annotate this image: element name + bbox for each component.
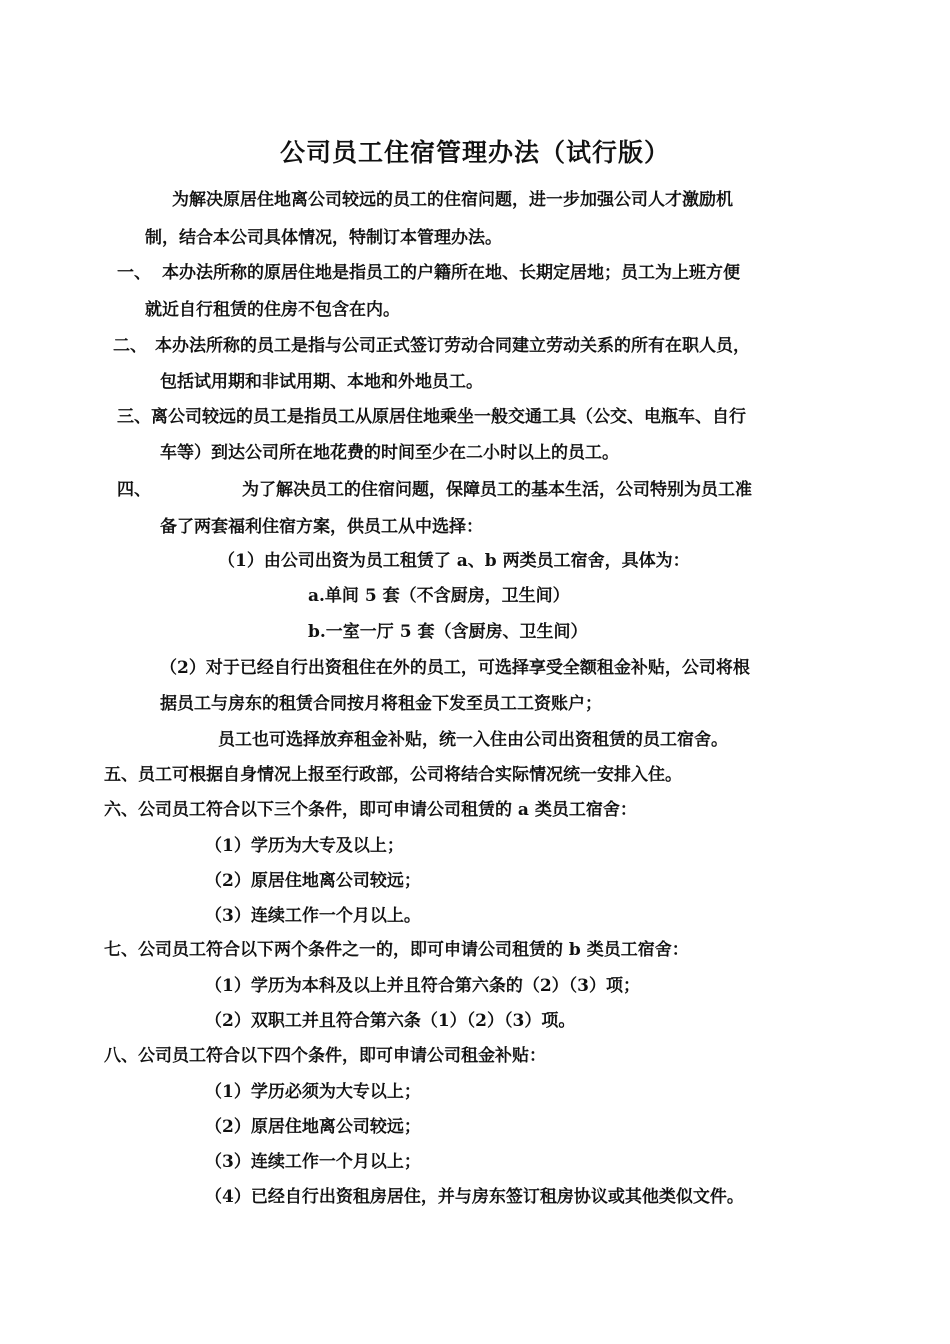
article-4-option-1: （1）由公司出资为员工租赁了 a、b 两类员工宿舍，具体为：: [218, 551, 690, 571]
article-4-option-2-line-2: 据员工与房东的租赁合同按月将租金下发至员工工资账户；: [160, 694, 602, 714]
article-8-item-3: （3）连续工作一个月以上；: [205, 1152, 421, 1172]
article-7-item-2: （2）双职工并且符合第六条（1）（2）（3）项。: [205, 1011, 576, 1031]
article-6-line: 六、公司员工符合以下三个条件，即可申请公司租赁的 a 类员工宿舍：: [104, 800, 637, 820]
article-2-line-1: 本办法所称的员工是指与公司正式签订劳动合同建立劳动关系的所有在职人员，: [155, 336, 750, 356]
article-7-line: 七、公司员工符合以下两个条件之一的，即可申请公司租赁的 b 类员工宿舍：: [104, 940, 689, 960]
article-8-line: 八、公司员工符合以下四个条件，即可申请公司租金补贴：: [104, 1046, 546, 1066]
article-1-line-1: 本办法所称的原居住地是指员工的户籍所在地、长期定居地；员工为上班方便: [162, 263, 740, 283]
article-4-line-1: 为了解决员工的住宿问题，保障员工的基本生活，公司特别为员工准: [242, 480, 752, 500]
article-5: 五、员工可根据自身情况上报至行政部，公司将结合实际情况统一安排入住。: [104, 765, 682, 785]
article-1-line-2: 就近自行租赁的住房不包含在内。: [145, 300, 400, 320]
article-8-item-2: （2）原居住地离公司较远；: [205, 1117, 421, 1137]
article-4-option-1b: b.一室一厅 5 套（含厨房、卫生间）: [308, 622, 588, 642]
article-1-number: 一、: [117, 263, 151, 283]
article-4-line-2: 备了两套福利住宿方案，供员工从中选择：: [160, 517, 483, 537]
article-6-item-2: （2）原居住地离公司较远；: [205, 871, 421, 891]
intro-line-2: 制，结合本公司具体情况，特制订本管理办法。: [145, 228, 502, 248]
article-8-item-1: （1）学历必须为大专以上；: [205, 1082, 421, 1102]
article-7-item-1: （1）学历为本科及以上并且符合第六条的（2）（3）项；: [205, 976, 640, 996]
article-4-option-2-line-1: （2）对于已经自行出资租住在外的员工，可选择享受全额租金补贴，公司将根: [160, 658, 750, 678]
intro-line-1: 为解决原居住地离公司较远的员工的住宿问题，进一步加强公司人才激励机: [172, 190, 733, 210]
article-6-item-1: （1）学历为大专及以上；: [205, 836, 404, 856]
article-8-item-4: （4）已经自行出资租房居住，并与房东签订租房协议或其他类似文件。: [205, 1187, 744, 1207]
document-title: 公司员工住宿管理办法（试行版）: [279, 138, 670, 167]
article-4-option-1a: a.单间 5 套（不含厨房，卫生间）: [308, 586, 570, 606]
article-4-number: 四、: [117, 480, 151, 500]
article-3-line-2: 车等）到达公司所在地花费的时间至少在二小时以上的员工。: [160, 443, 619, 463]
article-3-line-1: 三、离公司较远的员工是指员工从原居住地乘坐一般交通工具（公交、电瓶车、自行: [117, 407, 746, 427]
article-4-option-2-line-3: 员工也可选择放弃租金补贴，统一入住由公司出资租赁的员工宿舍。: [218, 730, 728, 750]
article-2-number: 二、: [113, 336, 147, 356]
article-6-item-3: （3）连续工作一个月以上。: [205, 906, 421, 926]
article-2-line-2: 包括试用期和非试用期、本地和外地员工。: [160, 372, 483, 392]
